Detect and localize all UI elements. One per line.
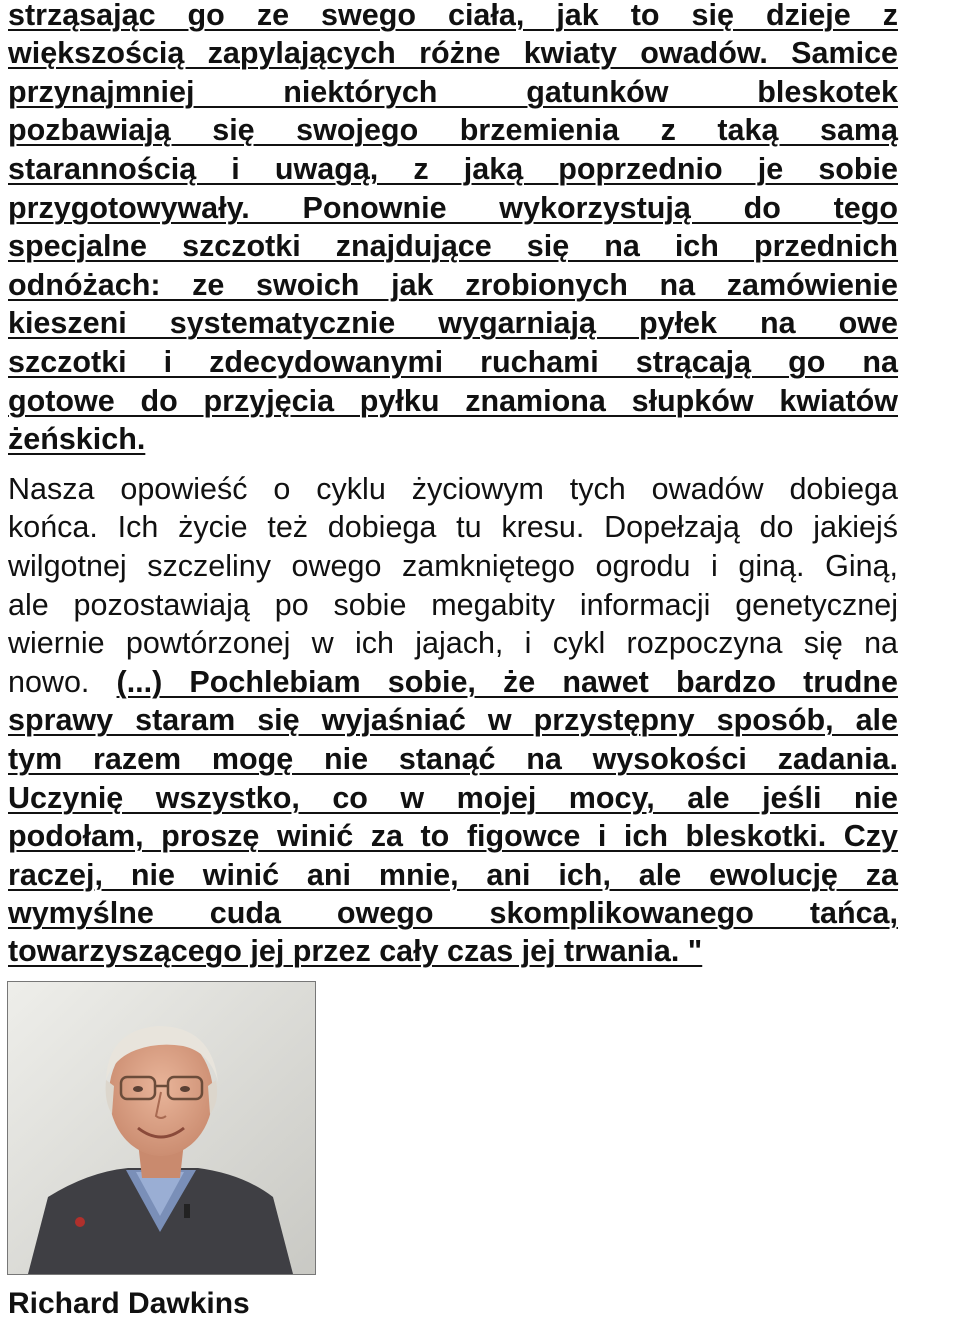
text-line: Uczynię wszystko, co w mojej mocy, ale jeśli nie [8,781,898,815]
text-bold: (...) Pochlebiam sobie, że nawet bardzo trudne [116,665,898,699]
text-line: specjalne szczotki znajdujące się na ich przednich [8,229,898,263]
text-line: starannością i uwagą, z jaką poprzednio je sobie [8,152,898,186]
text-line: końca. Ich życie też dobiega tu kresu. Dopełzają do jakiejś [8,510,898,544]
text-line: raczej, nie winić ani mnie, ani ich, ale ewolucję za [8,858,898,892]
text-line: żeńskich. [8,422,146,456]
text-line-mixed [8,664,898,700]
text-line: gotowe do przyjęcia pyłku znamiona słupków kwiatów [8,384,898,418]
portrait-photo [7,981,316,1275]
text-line: wiernie powtórzonej w ich jajach, i cykl rozpoczyna się na [8,626,898,660]
text-line: przynajmniej niektórych gatunków bleskotek [8,75,898,109]
text-line: odnóżach: ze swoich jak zrobionych na zamówienie [8,268,898,302]
text-line: kieszeni systematycznie wygarniają pyłek na owe [8,306,898,340]
text-line: pozbawiają się swojego brzemienia z taką samą [8,113,898,147]
text-line: przygotowywały. Ponownie wykorzystują do tego [8,191,898,225]
text-line: towarzyszącego jej przez cały czas jej trwania. " [8,934,703,968]
photo-caption: Richard Dawkins [8,1287,250,1320]
text-line: wilgotnej szczeliny owego zamkniętego ogrodu i giną. Giną, [8,549,898,583]
text-line: szczotki i zdecydowanymi ruchami strącają go na [8,345,898,379]
portrait-illustration [8,982,315,1274]
text-line: tym razem mogę nie stanąć na wysokości zadania. [8,742,898,776]
text-line: sprawy staram się wyjaśniać w przystępny sposób, ale [8,703,898,737]
text-line: Nasza opowieść o cyklu życiowym tych owadów dobiega [8,472,898,506]
text-line: wymyślne cuda owego skomplikowanego tańca, [8,896,898,930]
text-line: strząsając go ze swego ciała, jak to się dzieje z [8,0,898,32]
text-plain: nowo. [8,665,117,699]
text-line: podołam, proszę winić za to figowce i ich bleskotki. Czy [8,819,898,853]
text-line: ale pozostawiają po sobie megabity informacji genetycznej [8,588,898,622]
text-line: większością zapylających różne kwiaty owadów. Samice [8,36,898,70]
